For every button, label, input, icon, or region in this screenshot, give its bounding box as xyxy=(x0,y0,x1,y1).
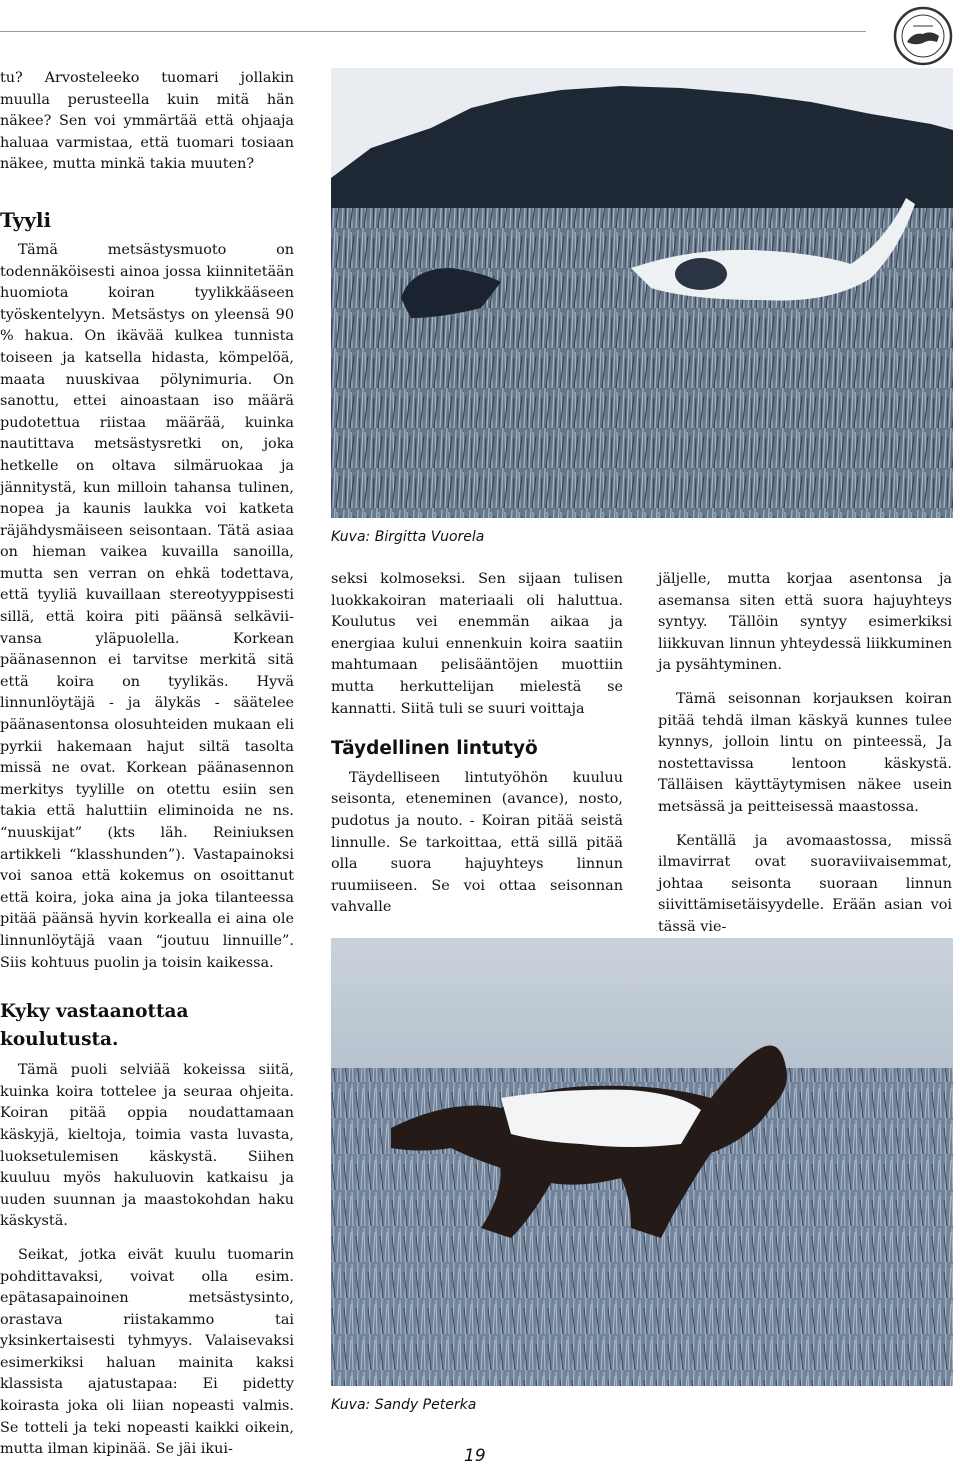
heading-taydellinen-lintutyo: Täydellinen lintutyö xyxy=(331,738,538,760)
right-paragraph-1: jäljelle, mutta korjaa asentonsa ja asemansa siten että suora hajuyhteys syntyy. Tällöin syntyy esimerkiksi liikkuvan linnun yhteydessä liikkuminen ja pysähtyminen. xyxy=(658,571,952,674)
photo-caption-top: Kuva: Birgitta Vuorela xyxy=(331,529,485,545)
heading-tyyli: Tyyli xyxy=(0,207,52,232)
middle-paragraph-2: Täydelliseen lintutyöhön kuuluu seisonta, eteneminen (avance), nosto, pudotus ja nouto. - Koiran pitää seistä linnulle. Se tarkoittaa, että sillä pitää olla suora hajuyhteys linnun ruumiiseen. Se voi ottaa seisonnan vahvalle xyxy=(331,769,623,916)
page-number: 19 xyxy=(464,1446,486,1466)
left-column xyxy=(0,68,294,1461)
header-rule xyxy=(0,31,866,32)
heading-kyky: Kyky vastaanottaa koulutusta. xyxy=(0,1001,189,1051)
right-paragraph-2: Tämä seisonnan korjauksen koiran pitää tehdä ilman käskyä kunnes tulee kynnys, jolloin lintu on pinteessä, Ja nostettavissa lentoon käskystä. Tälläisen käyttäytymisen näkee usein metsässä ja peitteisessä maastossa. xyxy=(658,690,952,815)
photo-setter-running xyxy=(331,938,953,1386)
tyyli-paragraph: Tämä metsästysmuoto on todennäköisesti ainoa jossa kiinnitetään huomiota koiran tyylikkääseen työskentelyyn. Metsästys on yleensä 90 % hakua. On ikävää kulkea tunnista toiseen ja katsella hidasta, kömpelöä, maata nuuskivaa pölynimuria. On sanottu, ettei ainoastaan iso määrä pudotettua riistaa määrää, kuinka nautittava metsästysretki on, joka hetkelle on oltava silmäruokaa ja jännitystä, kun milloin tahansa tulinen, nopea ja kaunis laukka voi katketa räjähdysmäiseen seisontaan. Tätä asiaa on hieman vaikea kuvailla sanoilla, mutta sen verran on ehkä todettava, että tyyliä kuvaillaan stereotyyppisesti sillä, että koira piti päänsä selkäviivansa yläpuolella. Korkean päänasennon ei tarvitse merkitä sitä että koira on tyylikäs. Hyvä linnunlöytäjä - ja älykäs - säätelee päänasentonsa olosuhteiden mukaan eli pyrkii hakemaan hajut siltä tasolta missä ne ovat. Korkean päänasennon merkitys tyylille on otettu esiin sen takia että haluttiin eliminoida ne ns. “nuuskijat” (kts läh. Reiniuksen artikkeli “klasshunden”). Vastapainoksi voi sanoa että kokemus on osoittanut että koira, joka aina ja joka tilanteessa pitää päänsä hyvin korkealla ei aina ole linnunlöytäjä vaan “joutuu linnuille”. Siis kohtuus puolin ja toisin kaikessa. xyxy=(0,241,294,971)
middle-paragraph-1: seksi kolmoseksi. Sen sijaan tulisen luokkakoiran materiaali oli haluttua. Koulutus vei enemmän aikaa ja energiaa kului ennenkuin koira saatiin mahtumaan pelisääntöjen muottiin mutta herkuttelijan mielestä se kannatti. Siitä tuli se suuri voittaja xyxy=(331,571,623,717)
middle-column xyxy=(331,569,623,919)
club-emblem-logo xyxy=(893,6,953,66)
intro-paragraph: tu? Arvosteleeko tuomari jollakin muulla perusteella kuin mitä hän näkee? Sen voi ymmärtää että ohjaaja haluaa varmistaa, että tuomari tosiaan näkee, mutta minkä takia muuten? xyxy=(0,70,294,173)
kyky-paragraph-1: Tämä puoli selviää kokeissa siitä, kuinka koira tottelee ja seuraa ohjeita. Koiran pitää oppia noudattamaan käskyjä, kieltoja, toimia vasta luvasta, luoksetulemisen käskystä. Siihen kuuluu myös hakuluovin katkaisu ja uuden suunnan ja maastokohdan haku käskystä. xyxy=(0,1062,294,1230)
photo-pointer-in-grass xyxy=(331,68,953,518)
right-column xyxy=(658,569,952,939)
photo-caption-bottom: Kuva: Sandy Peterka xyxy=(331,1397,477,1413)
right-paragraph-3: Kentällä ja avomaastossa, missä ilmavirrat ovat suoraviivaisemmat, johtaa seisonta suoraan linnun siivittämisetäisyydelle. Erään asian voi tässä vie- xyxy=(658,832,952,935)
kyky-paragraph-2: Seikat, jotka eivät kuulu tuomarin pohdittavaksi, voivat olla esim. epätasapainoinen metsästysinto, orastava riistakammo tai yksinkertaisesti tyhmyys. Valaisevaksi esimerkiksi haluan mainita kaksi klassista ajatustapaa: Ei pidetty koirasta joka oli liian nopeasti valmis. Se totteli ja teki nopeasti kaikki oikein, mutta ilman kipinää. Se jäi ikui- xyxy=(0,1246,294,1458)
